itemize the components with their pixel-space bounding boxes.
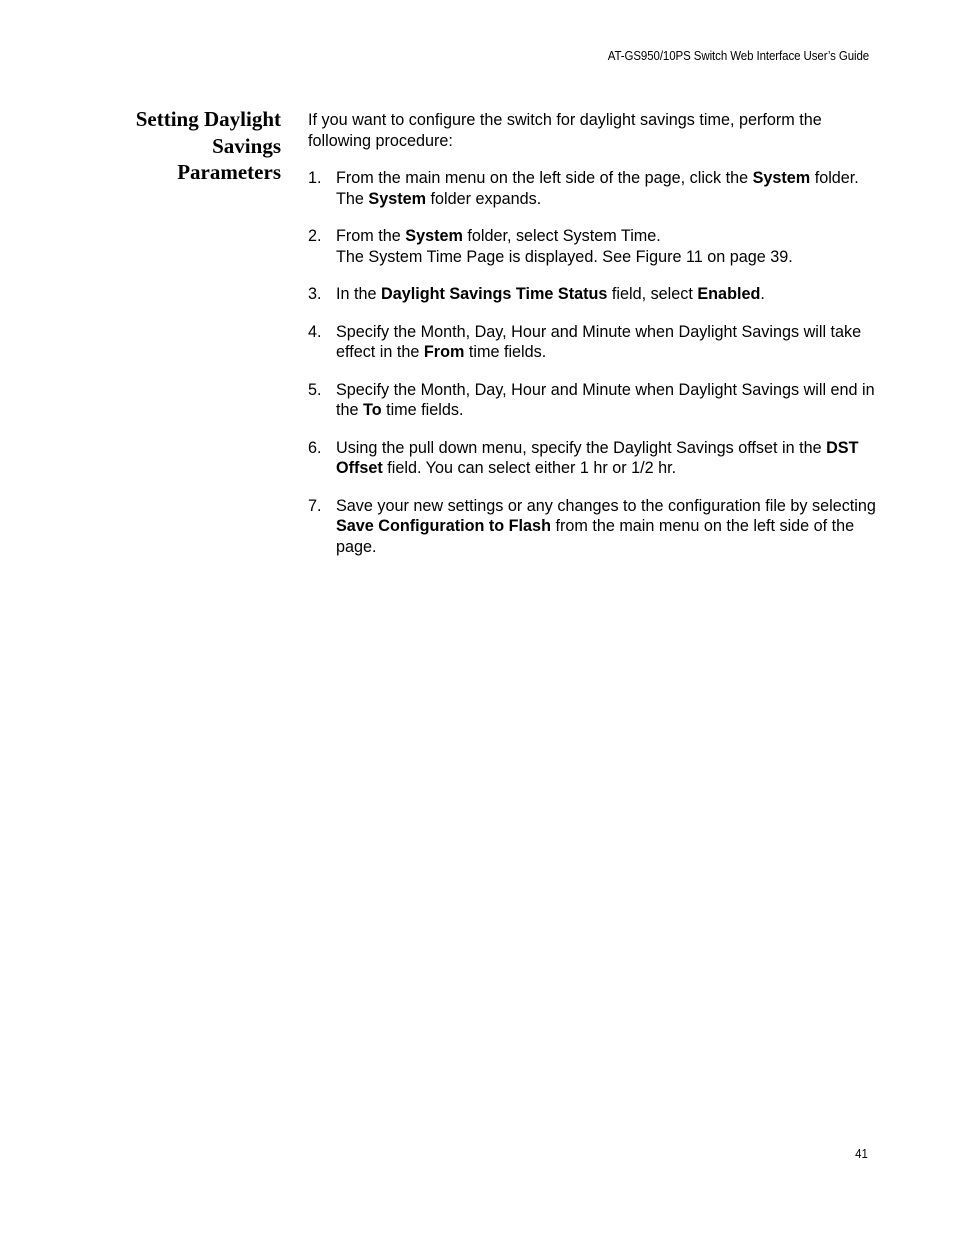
step-number: 3.	[308, 285, 322, 303]
step-text: From the System folder, select System Time.	[336, 227, 661, 245]
bold-term: System	[368, 189, 426, 208]
bold-term: DST Offset	[336, 438, 859, 477]
procedure-step	[308, 168, 878, 209]
step-result: The System folder expands.	[336, 189, 542, 208]
procedure-steps	[308, 168, 878, 557]
section-title	[81, 106, 281, 186]
step-text: In the Daylight Savings Time Status field, select Enabled.	[336, 285, 765, 303]
bold-term: Save Configuration to Flash	[336, 517, 551, 535]
procedure-step	[308, 380, 878, 421]
step-text: Specify the Month, Day, Hour and Minute when Daylight Savings will end in the To time fields.	[336, 380, 875, 419]
step-number: 2.	[308, 227, 322, 245]
procedure-step	[308, 438, 878, 479]
section-title-line: Savings	[212, 133, 281, 158]
step-text: From the main menu on the left side of the page, click the System folder.	[336, 169, 859, 187]
step-result: The System Time Page is displayed. See Figure 11 on page 39.	[336, 247, 793, 266]
bold-term: Daylight Savings Time Status	[381, 285, 608, 303]
section-title-line: Setting Daylight	[135, 107, 281, 131]
step-text: Using the pull down menu, specify the Daylight Savings offset in the DST Offset field. You can select either 1 hr or 1/2 hr.	[336, 438, 859, 477]
running-header: AT-GS950/10PS Switch Web Interface User’s Guide	[607, 49, 869, 63]
intro-paragraph: If you want to configure the switch for daylight savings time, perform the following procedure:	[308, 111, 822, 150]
step-number: 4.	[308, 322, 322, 341]
bold-term: Enabled	[697, 285, 761, 303]
bold-term: System	[405, 227, 463, 245]
step-number: 7.	[308, 496, 322, 515]
page-number: 41	[855, 1147, 868, 1161]
bold-term: System	[752, 169, 811, 187]
bold-term: From	[423, 343, 465, 361]
section-title-line: Parameters	[177, 160, 281, 184]
section-body	[308, 110, 878, 574]
procedure-step	[308, 284, 878, 305]
procedure-step	[308, 322, 878, 363]
step-number: 6.	[308, 438, 322, 457]
step-number: 1.	[308, 169, 322, 187]
step-text: Specify the Month, Day, Hour and Minute when Daylight Savings will take effect in the From time fields.	[336, 322, 862, 361]
bold-term: To	[363, 401, 382, 419]
step-number: 5.	[308, 380, 322, 399]
step-text: Save your new settings or any changes to the configuration file by selecting Save Configuration to Flash from the main menu on the left side of the page.	[336, 496, 876, 556]
procedure-step	[308, 496, 878, 558]
procedure-step	[308, 226, 878, 267]
